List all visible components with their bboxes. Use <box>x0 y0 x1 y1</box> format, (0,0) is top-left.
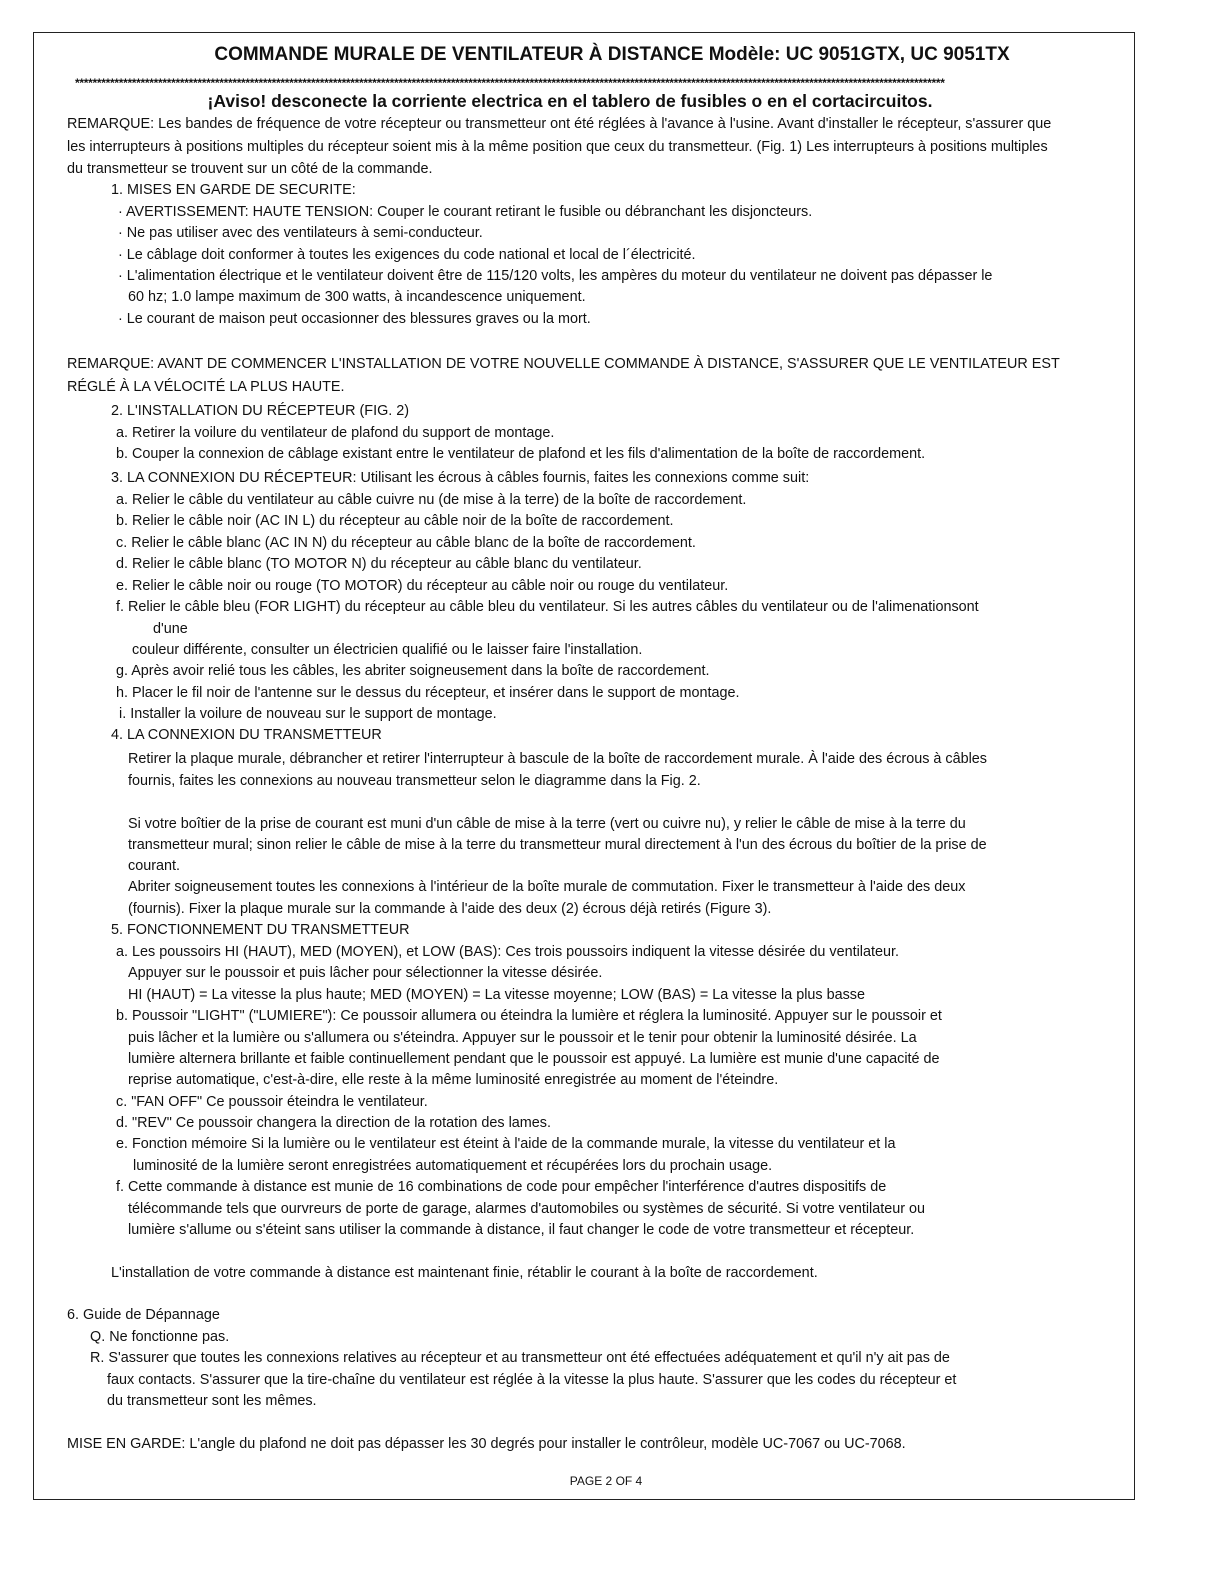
step-item: reprise automatique, c'est-à-dire, elle reste à la même luminosité enregistrée au moment de l'éteindre. <box>128 1072 779 1088</box>
step-item: c. Relier le câble blanc (AC IN N) du récepteur au câble blanc de la boîte de raccordement. <box>116 535 696 551</box>
warning-banner: ¡Aviso! desconecte la corriente electrica en el tablero de fusibles o en el cortacircuitos. <box>207 91 933 111</box>
step-item: d. "REV" Ce poussoir changera la direction de la rotation des lames. <box>116 1115 551 1131</box>
step-item: b. Relier le câble noir (AC IN L) du récepteur au câble noir de la boîte de raccordement. <box>116 513 674 529</box>
bullet-item: · Le courant de maison peut occasionner des blessures graves ou la mort. <box>118 311 591 327</box>
step-item: c. "FAN OFF" Ce poussoir éteindra le ventilateur. <box>116 1094 428 1110</box>
paragraph-line: Abriter soigneusement toutes les connexions à l'intérieur de la boîte murale de commutation. Fixer le transmetteur à l'aide des deux <box>128 879 966 895</box>
page-title: COMMANDE MURALE DE VENTILATEUR À DISTANCE Modèle: UC 9051GTX, UC 9051TX <box>214 44 1010 65</box>
step-item: télécommande tels que ourvreurs de porte de garage, alarmes d'automobiles ou systèmes de sécurité. Si votre ventilateur ou <box>128 1201 926 1217</box>
paragraph-line: (fournis). Fixer la plaque murale sur la commande à l'aide des deux (2) écrous déjà retirés (Figure 3). <box>128 901 772 917</box>
section-heading: 2. L'INSTALLATION DU RÉCEPTEUR (FIG. 2) <box>111 403 410 419</box>
step-item: puis lâcher et la lumière ou s'allumera ou s'éteindra. Appuyer sur le poussoir et le tenir pour obtenir la luminosité désirée. La <box>128 1030 917 1046</box>
faq-answer: faux contacts. S'assurer que la tire-chaîne du ventilateur est réglée à la vitesse la plus haute. S'assurer que les codes du récepteur et <box>107 1372 957 1388</box>
remark-line: REMARQUE: Les bandes de fréquence de votre récepteur ou transmetteur ont été réglées à l'avance à l'usine. Avant d'installer le récepteur, s'assurer que <box>67 116 1052 132</box>
step-item: a. Les poussoirs HI (HAUT), MED (MOYEN), et LOW (BAS): Ces trois poussoirs indiquent la vitesse désirée du ventilateur. <box>116 944 899 960</box>
step-item: a. Relier le câble du ventilateur au câble cuivre nu (de mise à la terre) de la boîte de raccordement. <box>116 492 747 508</box>
bullet-item: · Ne pas utiliser avec des ventilateurs à semi-conducteur. <box>118 225 483 241</box>
page-number: PAGE 2 OF 4 <box>569 1474 643 1488</box>
step-item: e. Relier le câble noir ou rouge (TO MOTOR) du récepteur au câble noir ou rouge du ventilateur. <box>116 578 729 594</box>
step-item: luminosité de la lumière seront enregistrées automatiquement et récupérées lors du prochain usage. <box>133 1158 773 1174</box>
step-item: b. Poussoir "LIGHT" ("LUMIERE"): Ce poussoir allumera ou éteindra la lumière et réglera la luminosité. Appuyer sur le poussoir et <box>116 1008 942 1024</box>
remark-line: REMARQUE: AVANT DE COMMENCER L'INSTALLATION DE VOTRE NOUVELLE COMMANDE À DISTANCE, S'ASSURER QUE LE VENTILATEUR EST <box>67 356 1060 372</box>
paragraph-line: transmetteur mural; sinon relier le câble de mise à la terre du transmetteur mural directement à l'un des écrous du boîtier de la prise de <box>128 837 987 853</box>
step-item: g. Après avoir relié tous les câbles, les abriter soigneusement dans la boîte de raccordement. <box>116 663 710 679</box>
section-heading: 5. FONCTIONNEMENT DU TRANSMETTEUR <box>111 922 410 938</box>
section-heading: 6. Guide de Dépannage <box>67 1307 220 1323</box>
step-item: lumière s'allume ou s'éteint sans utiliser la commande à distance, il faut changer le code de votre transmetteur et récepteur. <box>128 1222 915 1238</box>
step-item: f. Relier le câble bleu (FOR LIGHT) du récepteur au câble bleu du ventilateur. Si les autres câbles du ventilateur ou de l'alimenationsont <box>116 599 979 615</box>
step-item: h. Placer le fil noir de l'antenne sur le dessus du récepteur, et insérer dans le support de montage. <box>116 685 740 701</box>
step-item: Appuyer sur le poussoir et puis lâcher pour sélectionner la vitesse désirée. <box>128 965 603 981</box>
caution-note: MISE EN GARDE: L'angle du plafond ne doit pas dépasser les 30 degrés pour installer le contrôleur, modèle UC-7067 ou UC-7068. <box>67 1436 906 1452</box>
remark-line: du transmetteur se trouvent sur un côté de la commande. <box>67 161 433 177</box>
bullet-item: 60 hz; 1.0 lampe maximum de 300 watts, à incandescence uniquement. <box>128 289 586 305</box>
section-heading: 1. MISES EN GARDE DE SECURITE: <box>111 182 356 198</box>
paragraph-line: L'installation de votre commande à distance est maintenant finie, rétablir le courant à la boîte de raccordement. <box>111 1265 818 1281</box>
asterisk-divider: ******************************************************************************************************************************************************************************************************* <box>75 76 945 90</box>
step-item: couleur différente, consulter un électricien qualifié ou le laisser faire l'installation. <box>132 642 643 658</box>
step-item: lumière alternera brillante et faible continuellement pendant que le poussoir est appuyé. La lumière est munie d'une capacité de <box>128 1051 940 1067</box>
paragraph-line: fournis, faites les connexions au nouveau transmetteur selon le diagramme dans la Fig. 2. <box>128 773 701 789</box>
paragraph-line: courant. <box>128 858 180 874</box>
step-item: e. Fonction mémoire Si la lumière ou le ventilateur est éteint à l'aide de la commande murale, la vitesse du ventilateur et la <box>116 1136 896 1152</box>
step-item: a. Retirer la voilure du ventilateur de plafond du support de montage. <box>116 425 555 441</box>
faq-question: Q. Ne fonctionne pas. <box>90 1329 230 1345</box>
bullet-item: · L'alimentation électrique et le ventilateur doivent être de 115/120 volts, les ampères du moteur du ventilateur ne doivent pas dépasser le <box>118 268 993 284</box>
step-item: b. Couper la connexion de câblage existant entre le ventilateur de plafond et les fils d'alimentation de la boîte de raccordement. <box>116 446 926 462</box>
remark-line: RÉGLÉ À LA VÉLOCITÉ LA PLUS HAUTE. <box>67 379 345 395</box>
section-heading: 4. LA CONNEXION DU TRANSMETTEUR <box>111 727 382 743</box>
paragraph-line: Retirer la plaque murale, débrancher et retirer l'interrupteur à bascule de la boîte de raccordement murale. À l'aide des écrous à câbles <box>128 751 987 767</box>
step-item: f. Cette commande à distance est munie de 16 combinations de code pour empêcher l'interférence d'autres dispositifs de <box>116 1179 887 1195</box>
faq-answer: du transmetteur sont les mêmes. <box>107 1393 317 1409</box>
bullet-item: · Le câblage doit conformer à toutes les exigences du code national et local de l´électricité. <box>118 247 696 263</box>
step-item: i. Installer la voilure de nouveau sur le support de montage. <box>119 706 497 722</box>
bullet-item: · AVERTISSEMENT: HAUTE TENSION: Couper le courant retirant le fusible ou débranchant les disjoncteurs. <box>118 204 813 220</box>
step-item: d'une <box>153 621 188 637</box>
step-item: HI (HAUT) = La vitesse la plus haute; MED (MOYEN) = La vitesse moyenne; LOW (BAS) = La vitesse la plus basse <box>128 987 866 1003</box>
faq-answer: R. S'assurer que toutes les connexions relatives au récepteur et au transmetteur ont été effectuées adéquatement et qu'il n'y ait pas de <box>90 1350 950 1366</box>
paragraph-line: Si votre boîtier de la prise de courant est muni d'un câble de mise à la terre (vert ou cuivre nu), y relier le câble de mise à la terre du <box>128 816 966 832</box>
step-item: d. Relier le câble blanc (TO MOTOR N) du récepteur au câble blanc du ventilateur. <box>116 556 642 572</box>
section-heading: 3. LA CONNEXION DU RÉCEPTEUR: Utilisant les écrous à câbles fournis, faites les connexions comme suit: <box>111 470 810 486</box>
remark-line: les interrupteurs à positions multiples du récepteur soient mis à la même position que ceux du transmetteur. (Fig. 1) Les interrupteurs à positions multiples <box>67 139 1048 155</box>
